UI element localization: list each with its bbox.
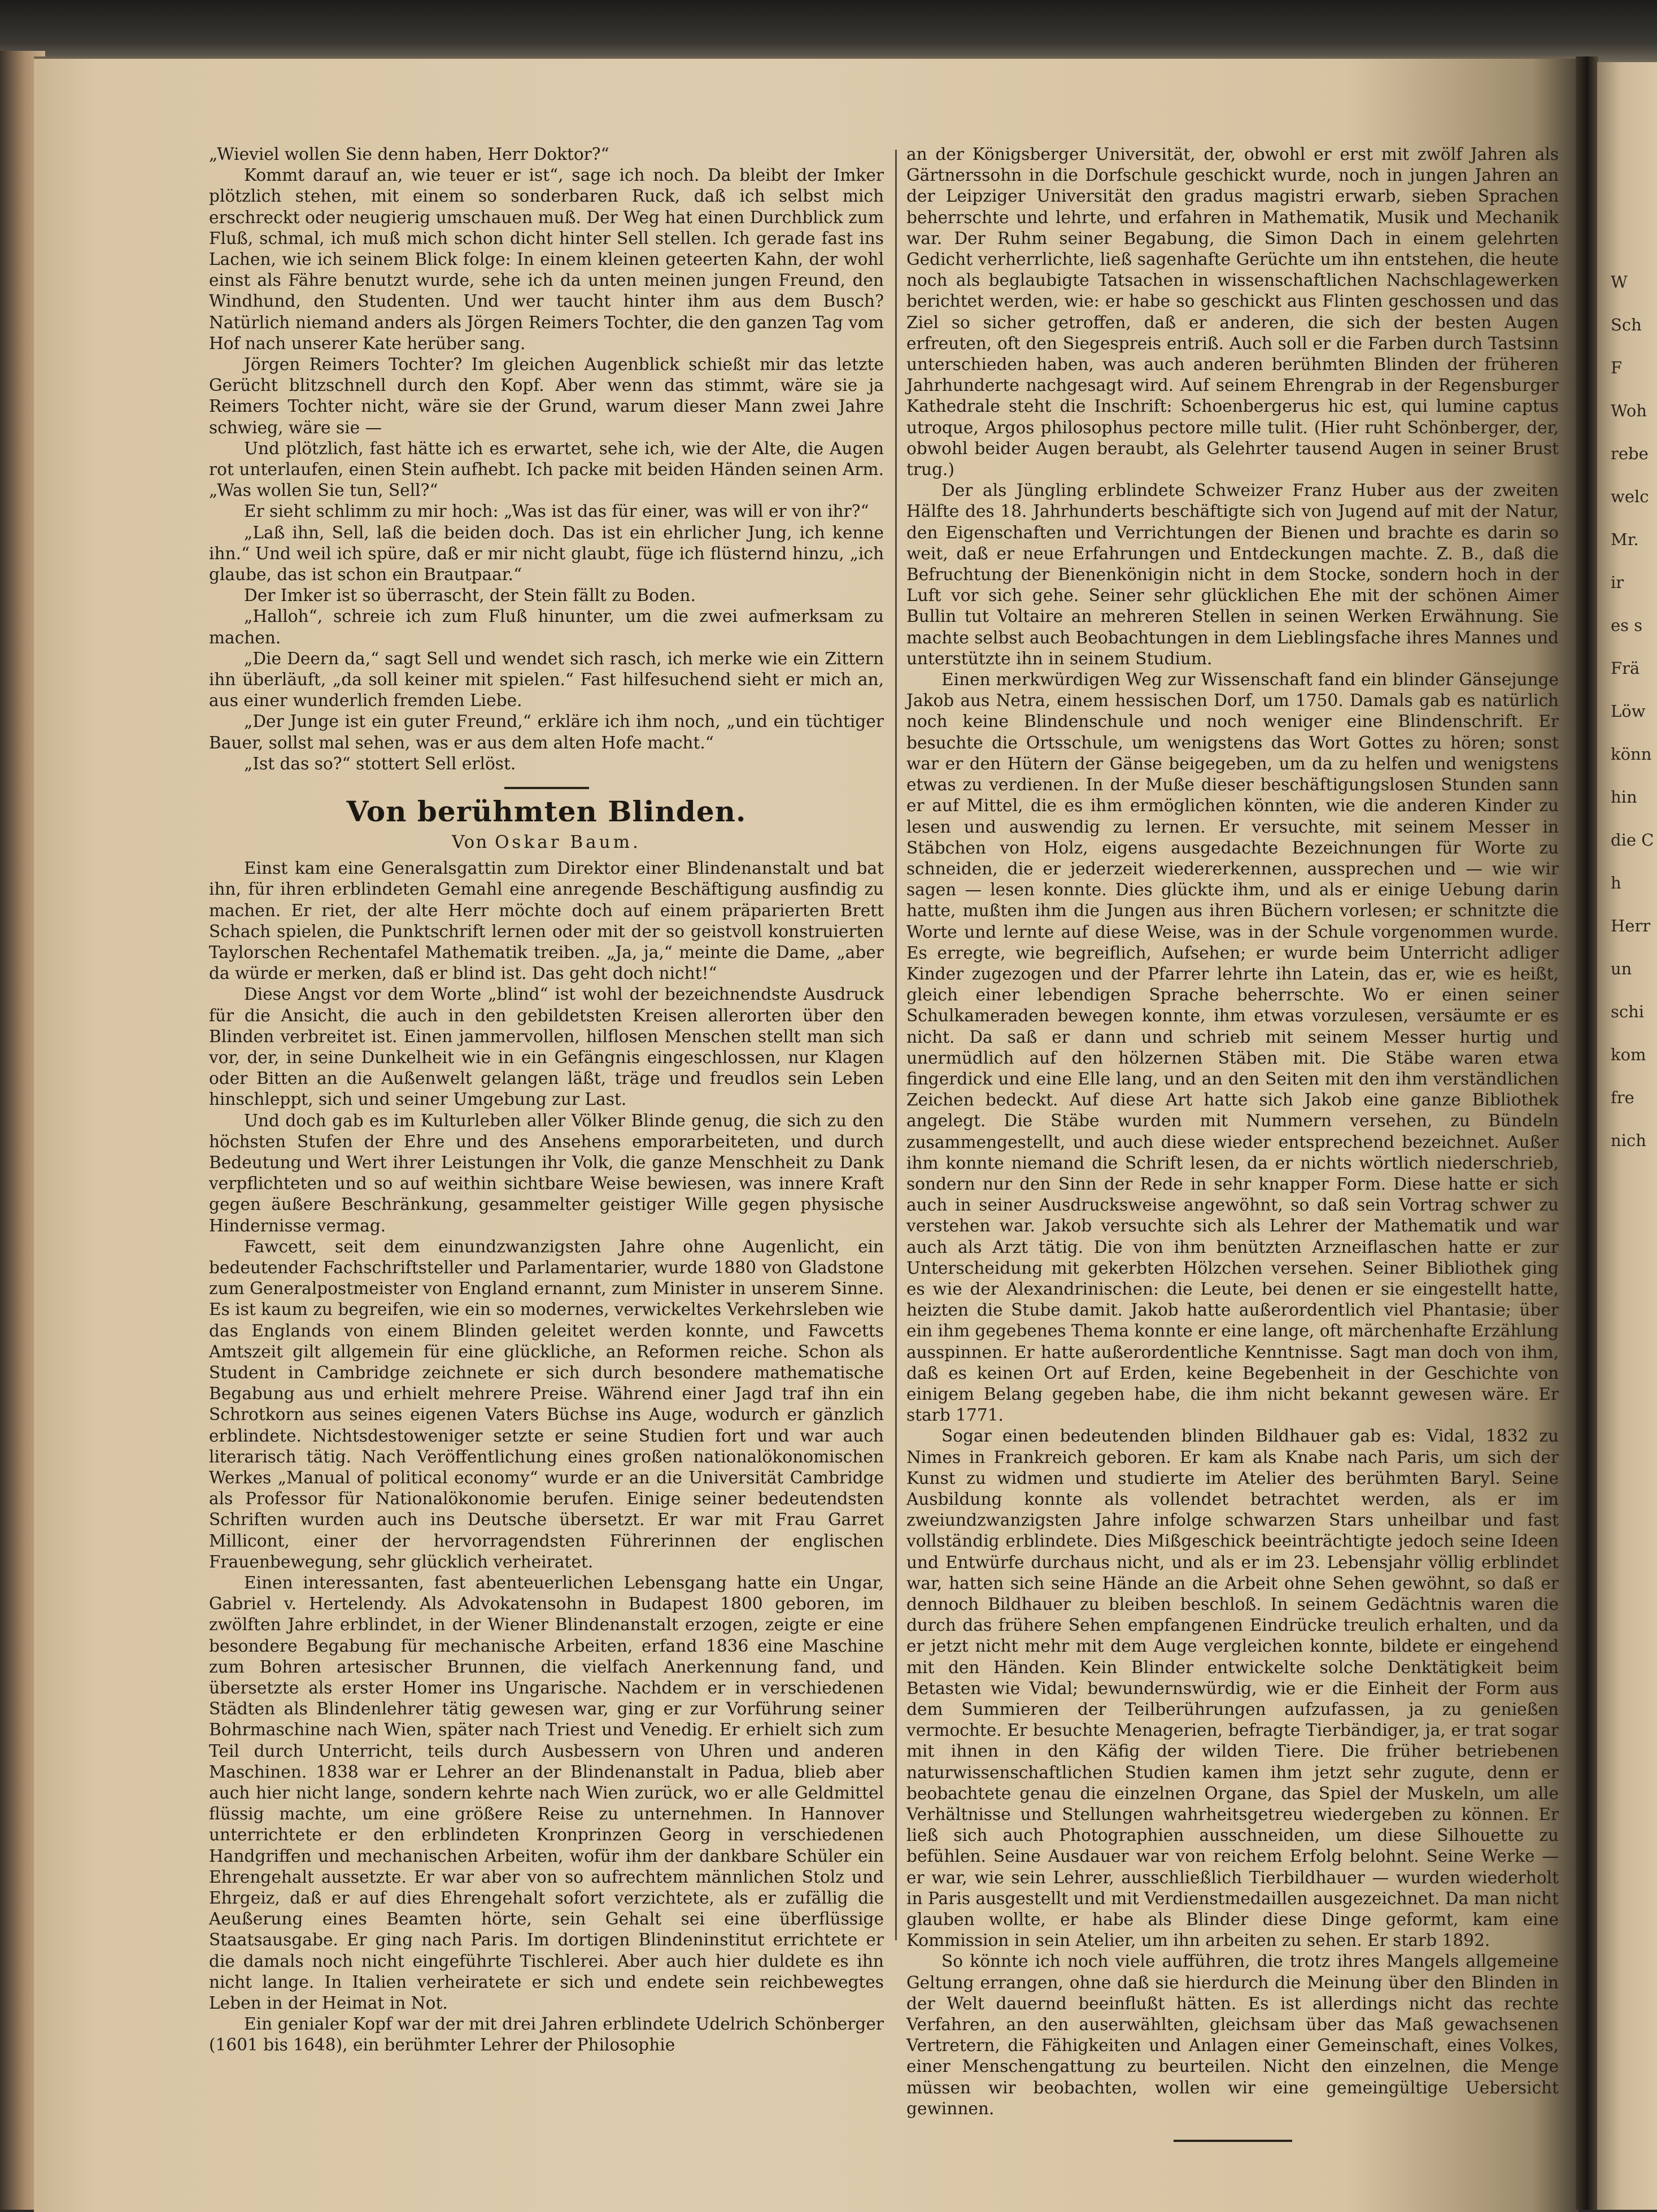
article-paragraph: Und doch gab es im Kulturleben aller Völker Blinde genug, die sich zu den höchsten Stufen der Ehre und des Ansehens emporarbeiteten, und durch Bedeutung und Wert ihrer Leistungen ihr Volk, die ganze Menschheit zu Dank verpflichteten und so auf weithin sichtbare Weise bewiesen, was innere Kraft gegen äußere Beschränkung, gesammelter geistiger Wille gegen physische Hindernisse vermag. xyxy=(209,1111,884,1235)
story-paragraph: Und plötzlich, fast hätte ich es erwartet, sehe ich, wie der Alte, die Augen rot unterlaufen, einen Stein aufhebt. Ich packe mit beiden Händen seinen Arm. „Was wollen Sie tun, Sell?“ xyxy=(209,438,884,500)
story-paragraph: Jörgen Reimers Tochter? Im gleichen Augenblick schießt mir das letzte Gerücht blitzschnell durch den Kopf. Aber wenn das stimmt, wäre sie ja Reimers Tochter nicht, wäre sie der Grund, warum dieser Mann zwei Jahre schwieg, wäre sie — xyxy=(209,355,884,437)
article-paragraph: Fawcett, seit dem einundzwanzigsten Jahre ohne Augenlicht, ein bedeutender Fachschriftsteller und Parlamentarier, wurde 1880 von Gladstone zum Generalpostmeister von England ernannt, zum Minister in unserem Sinne. Es ist kaum zu begreifen, wie ein so modernes, verwickeltes Verkehrsleben wie das Englands von einem Blinden geleitet werden konnte, und Fawcetts Amtszeit gilt allgemein für eine glückliche, an Reformen reiche. Schon als Student in Cambridge zeichnete er sich durch besondere mathematische Begabung aus und erhielt mehrere Preise. Während einer Jagd traf ihn ein Schrotkorn aus seines eigenen Vaters Büchse ins Auge, wodurch er gänzlich erblindete. Nichtsdestoweniger setzte er seine Studien fort und war auch literarisch tätig. Nach Veröffentlichung eines großen nationalökonomischen Werkes „Manual of political economy“ wurde er an die Universität Cambridge als Professor für Nationalökonomie berufen. Einige seiner bedeutendsten Schriften wurden auch ins Deutsche übersetzt. Er war mit Frau Garret Millicont, einer der hervorragendsten Führerinnen der englischen Frauenbewegung, sehr glücklich verheiratet. xyxy=(209,1236,884,1571)
story-paragraph: „Halloh“, schreie ich zum Fluß hinunter, um die zwei aufmerksam zu machen. xyxy=(209,607,884,647)
article-paragraph: Einst kam eine Generalsgattin zum Direktor einer Blindenanstalt und bat ihn, für ihren erblindeten Gemahl eine anregende Beschäftigung ausfindig zu machen. Er riet, der alte Herr möchte doch auf einem präparierten Brett Schach spielen, die Punktschrift lernen oder mit der so geistvoll konstruierten Taylorschen Rechentafel Mathematik treiben. „Ja, ja,“ meinte die Dame, „aber da würde er merken, daß er blind ist. Das geht doch nicht!“ xyxy=(209,859,884,983)
article-end-rule xyxy=(1174,2140,1292,2142)
title-rule xyxy=(504,787,589,789)
story-paragraph: „Laß ihn, Sell, laß die beiden doch. Das ist ein ehrlicher Jung, ich kenne ihn.“ Und weil ich spüre, daß er mir nicht glaubt, füge ich flüsternd hinzu, „ich glaube, das ist schon ein Brautpaar.“ xyxy=(209,522,884,585)
article-paragraph: Einen merkwürdigen Weg zur Wissenschaft fand ein blinder Gänsejunge Jakob aus Netra, einem hessischen Dorf, um 1750. Damals gab es natürlich noch keine Blindenschule und noch weniger eine Blindenschrift. Er besuchte die Ortsschule, um wenigstens das Wort Gottes zu hören; sonst war er den Hütern der Gänse beigegeben, um da zu helfen und wenigstens etwas zu verdienen. In der Muße dieser beschäftigungslosen Stunden sann er auf Mittel, die es ihm ermöglichen könnten, wie die anderen Kinder zu lesen und auswendig zu lernen. Er versuchte, mit seinem Messer in Stäbchen von Holz, eigens ausgedachte Bezeichnungen für Worte zu schneiden, die er jederzeit wiedererkennen, aussprechen und — wie wir sagen — lesen konnte. Dies glückte ihm, und als er einige Uebung darin hatte, mußten ihm die Jungen aus ihren Büchern vorlesen; er schnitzte die Worte und lernte auf diese Weise, was in der Schule vorgenommen wurde. Es erregte, wie begreiflich, Aufsehen; er wurde beim Unterricht adliger Kinder zugezogen und der Pfarrer lehrte ihn Latein, das er, wie es heißt, gleich einer lebendigen Sprache beherrschte. Wo er einen seiner Schulkameraden bewegen konnte, ihm etwas vorzulesen, versäumte er es nicht. Da saß er dann und schrieb mit seinem Messer hurtig und unermüdlich auf den hölzernen Stäben mit. Die Stäbe waren etwa fingerdick und eine Elle lang, und an den Seiten mit den ihm verständlichen Zeichen bedeckt. Auf diese Art hatte sich Jakob eine ganze Bibliothek angelegt. Die Stäbe wurden mit Nummern versehen, zu Bündeln zusammengestellt, und auch diese wieder entsprechend bezeichnet. Außer ihm konnte niemand die Schrift lesen, da er nichts wörtlich niederschrieb, sondern nur den Sinn der Rede in sehr knapper Form. Diese hatte er sich auch in seiner Ausdrucksweise angewöhnt, so daß sein Vortrag schwer zu verstehen war. Jakob versuchte sich als Lehrer der Mathematik und war auch als Arzt tätig. Die von ihm benützten Arzneiflaschen hatte er zur Unterscheidung mit gekerbten Hölzchen versehen. Seiner Bibliothek ging es wie der Alexandrinischen: die Leute, bei denen er sie eingestellt hatte, heizten die Stube damit. Jakob hatte außerordentlich viel Phantasie; über ein ihm gegebenes Thema konnte er eine lange, oft märchenhafte Erzählung ausspinnen. Er hatte außerordentliche Kenntnisse. Sagt man doch von ihm, daß es keinen Ort auf Erden, keine Begebenheit in der Geschichte von einigem Belang gegeben habe, die ihm nicht bekannt gewesen wäre. Er starb 1771. xyxy=(906,670,1559,1425)
story-paragraph: „Der Junge ist ein guter Freund,“ erkläre ich ihm noch, „und ein tüchtiger Bauer, sollst mal sehen, was er aus dem alten Hofe macht.“ xyxy=(209,712,884,752)
next-page-fragments: W Sch F Woh rebe welc Mr. ir es s Frä Löw könn hin die C h Herr un schi kom fre nich xyxy=(1611,272,1654,1150)
story-paragraph: „Die Deern da,“ sagt Sell und wendet sich rasch, ich merke wie ein Zittern ihn überläuft, „da soll keiner mit spielen.“ Fast hilfesuchend sieht er mich an, aus einer wunderlich fremden Liebe. xyxy=(209,648,884,711)
book-gutter xyxy=(1576,56,1598,2210)
story-paragraph: Kommt darauf an, wie teuer er ist“, sage ich noch. Da bleibt der Imker plötzlich stehen, mit einem so sonderbaren Ruck, daß ich selbst mich erschreckt oder neugierig umschauen muß. Der Weg hat einen Durchblick zum Fluß, schmal, ich muß mich schon dicht hinter Sell stellen. Ich gerade fast ins Lachen, wie ich seinem Blick folge: In einem kleinen geteerten Kahn, der wohl einst als Fähre benutzt wurde, sehe ich da unten meinen jungen Freund, den Windhund, den Studenten. Und wer taucht hinter ihm aus dem Busch? Natürlich niemand anders als Jörgen Reimers Tochter, die den ganzen Tag vom Hof nach unserer Kate herüber sang. xyxy=(209,166,884,353)
article-paragraph: an der Königsberger Universität, der, obwohl er erst mit zwölf Jahren als Gärtnerssohn in die Dorfschule geschickt wurde, noch in jungen Jahren an der Leipziger Universität den gradus magistri erwarb, sieben Sprachen beherrschte und lehrte, und erfahren in Mathematik, Musik und Mechanik war. Der Ruhm seiner Begabung, die Simon Dach in einem gelehrten Gedicht verherrlichte, ließ sagenhafte Gerüchte um ihn entstehen, die heute noch als beglaubigte Tatsachen in wissenschaftlichen Nachschlagewerken berichtet werden, wie: er habe so geschickt aus Flinten geschossen und das Ziel so sicher getroffen, daß er anderen, die sich der besten Augen erfreuten, oft den Siegespreis entriß. Auch soll er die Farben durch Tastsinn unterschieden haben, was auch anderen berühmten Blinden der früheren Jahrhunderte nachgesagt wird. Auf seinem Ehrengrab in der Regensburger Kathedrale steht die Inschrift: Schoenbergerus hic est, qui lumine captus utroque, Argos philosophus pectore mille tulit. (Hier ruht Schönberger, der, obwohl beider Augen beraubt, als Gelehrter tausend Augen in seiner Brust trug.) xyxy=(906,145,1559,480)
article-byline xyxy=(209,831,884,854)
right-column xyxy=(906,144,1559,2142)
book-top-edge xyxy=(0,0,1657,62)
byline-author: Oskar Baum. xyxy=(495,832,641,853)
left-column xyxy=(209,144,884,2056)
article-paragraph: Der als Jüngling erblindete Schweizer Franz Huber aus der zweiten Hälfte des 18. Jahrhunderts beschäftigte sich von Jugend auf mit der Natur, den Eigenschaften und Verrichtungen der Bienen und brachte es darin so weit, daß er neue Erfahrungen und Entdeckungen machte. Z. B., daß die Befruchtung der Bienenkönigin nicht in dem Stocke, sondern hoch in der Luft vor sich gehe. Seiner sehr glücklichen Ehe mit der schönen Aimer Bullin tut Voltaire an mehreren Stellen in seinen Werken Erwähnung. Sie machte selbst auch Beobachtungen in dem Lieblingsfache ihres Mannes und unterstützte ihn in seinem Studium. xyxy=(906,481,1559,668)
column-divider xyxy=(895,150,897,1940)
article-paragraph: So könnte ich noch viele aufführen, die trotz ihres Mangels allgemeine Geltung errangen, ohne daß sie hierdurch die Meinung über den Blinden in der Welt dauernd beeinflußt hätten. Es ist allerdings nicht das rechte Verfahren, an den auserwählten, gleichsam über das Maß gewachsenen Vertretern, die Fähigkeiten und Anlagen einer Gemeinschaft, eines Volkes, einer Menschengattung zu beurteilen. Nicht den einzelnen, die Menge müssen wir beobachten, wollen wir eine gemeingültige Uebersicht gewinnen. xyxy=(906,1952,1559,2118)
story-paragraph: Der Imker ist so überrascht, der Stein fällt zu Boden. xyxy=(244,586,696,606)
article-paragraph: Ein genialer Kopf war der mit drei Jahren erblindete Udelrich Schönberger (1601 bis 1648), ein berühmter Lehrer der Philosophie xyxy=(209,2014,884,2055)
story-paragraph: „Ist das so?“ stottert Sell erlöst. xyxy=(244,754,516,773)
article-paragraph: Diese Angst vor dem Worte „blind“ ist wohl der bezeichnendste Ausdruck für die Ansicht, die auch in den gebildetsten Kreisen allerorten über den Blinden verbreitet ist. Einen jammervollen, hilflosen Menschen stellt man sich vor, der, in seine Dunkelheit wie in ein Gefängnis eingeschlossen, nur Klagen oder Bitten an die Außenwelt gelangen läßt, träge und freudlos sein Leben hinschleppt, sich und seiner Umgebung zur Last. xyxy=(209,985,884,1109)
next-page-edge xyxy=(1597,62,1657,2210)
story-paragraph: „Wieviel wollen Sie denn haben, Herr Doktor?“ xyxy=(209,145,609,164)
byline-prefix: Von xyxy=(452,832,489,853)
article-paragraph: Einen interessanten, fast abenteuerlichen Lebensgang hatte ein Ungar, Gabriel v. Hertelendy. Als Advokatensohn in Budapest 1800 geboren, im zwölften Jahre erblindet, in der Wiener Blindenanstalt erzogen, zeigte er eine besondere Begabung für mechanische Arbeiten, erfand 1836 eine Maschine zum Bohren artesischer Brunnen, die vielfach Anerkennung fand, und übersetzte als erster Homer ins Ungarische. Nachdem er in verschiedenen Städten als Blindenlehrer tätig gewesen war, ging er zur Vorführung seiner Bohrmaschine nach Wien, später nach Triest und Venedig. Er erhielt sich zum Teil durch Unterricht, teils durch Ausbessern von Uhren und anderen Maschinen. 1838 war er Lehrer an der Blindenanstalt in Padua, blieb aber auch hier nicht lange, sondern kehrte nach Wien zurück, wo er alle Geldmittel flüssig machte, um eine größere Reise zu unternehmen. In Hannover unterrichtete er den erblindeten Kronprinzen Georg in verschiedenen Handgriffen und mechanischen Arbeiten, wofür ihm der dankbare Schüler ein Ehrengehalt aussetzte. Er war aber von so aufrechtem männlichen Stolz und Ehrgeiz, daß er auf dies Ehrengehalt sofort verzichtete, als er zufällig die Aeußerung eines Beamten hörte, sein Gehalt sei eine überflüssige Staatsausgabe. Er ging nach Paris. Im dortigen Blindeninstitut errichtete er die damals noch nicht eingeführte Tischlerei. Aber auch hier duldete es ihn nicht lange. In Italien verheiratete er sich und endete sein reichbewegtes Leben in der Heimat in Not. xyxy=(209,1573,884,2013)
story-paragraph: Er sieht schlimm zu mir hoch: „Was ist das für einer, was will er von ihr?“ xyxy=(244,502,869,521)
article-title: Von berühmten Blinden. xyxy=(346,795,747,829)
article-paragraph: Sogar einen bedeutenden blinden Bildhauer gab es: Vidal, 1832 zu Nimes in Frankreich geboren. Er kam als Knabe nach Paris, um sich der Kunst zu widmen und studierte im Atelier des berühmten Baryl. Seine Ausbildung konnte als vollendet betrachtet werden, als er im zweiundzwanzigsten Jahre infolge schwarzen Stars unheilbar und fast vollständig erblindete. Dies Mißgeschick beeinträchtigte jedoch seine Ideen und Entwürfe durchaus nicht, und als er im 23. Lebensjahr völlig erblindet war, hatten sich seine Hände an die Arbeit ohne Sehen gewöhnt, so daß er dennoch Bildhauer zu bleiben beschloß. In seinem Gedächtnis waren die durch das frühere Sehen empfangenen Eindrücke treulich erhalten, und da er jetzt nicht mehr mit dem Auge vergleichen konnte, bildete er eingehend mit den Händen. Kein Blinder entwickelte solche Denktätigkeit beim Betasten wie Vidal; bewundernswürdig, wie er die Einheit der Form aus dem Summieren der Teilberührungen aufzufassen, ja zu genießen vermochte. Er besuchte Menagerien, befragte Tierbändiger, ja, er trat sogar mit ihnen in den Käfig der wilden Tiere. Die früher betriebenen naturwissenschaftlichen Studien kamen ihm jetzt sehr zugute, denn er beobachtete genau die einzelnen Organe, das Spiel der Muskeln, um alle Verhältnisse und Stellungen wahrheitsgetreu wiedergeben zu können. Er ließ sich auch Photographien ausschneiden, um diese Silhouette zu befühlen. Seine Ausdauer war von reichem Erfolg belohnt. Seine Werke — er war, wie sein Lehrer, ausschließlich Tierbildhauer — wurden wiederholt in Paris ausgestellt und mit Verdienstmedaillen ausgezeichnet. Da man nicht glauben wollte, er habe als Blinder diese Dinge geformt, kam eine Kommission in sein Atelier, um ihn arbeiten zu sehen. Er starb 1892. xyxy=(906,1426,1559,1950)
